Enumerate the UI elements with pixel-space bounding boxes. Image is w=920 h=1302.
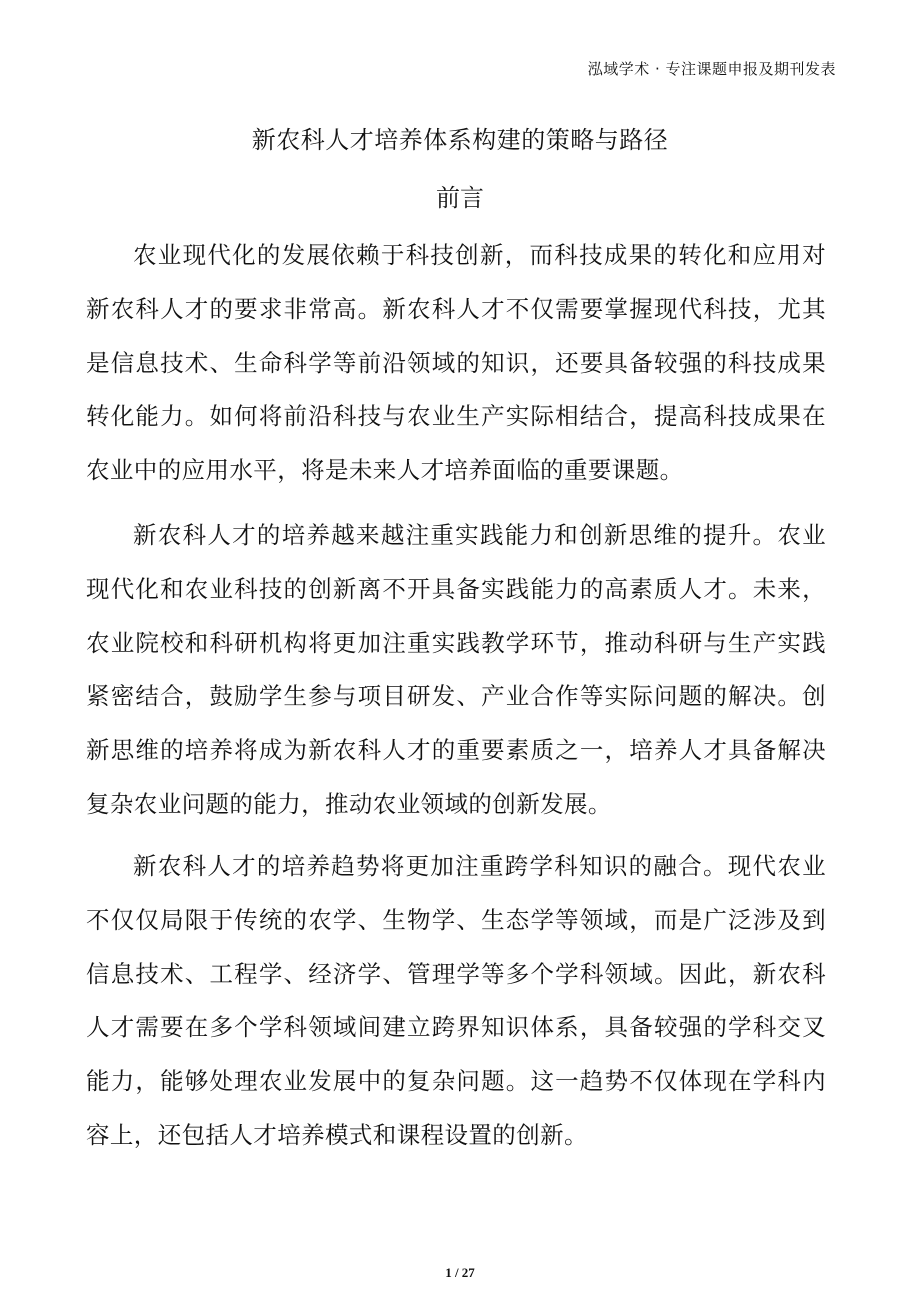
document-title: 新农科人才培养体系构建的策略与路径 — [251, 126, 669, 154]
body-paragraph-2: 新农科人才的培养越来越注重实践能力和创新思维的提升。农业现代化和农业科技的创新离不开具备实践能力的高素质人才。未来，农业院校和科研机构将更加注重实践教学环节，推动科研与生产实践紧密结合，鼓励学生参与项目研发、产业合作等实际问题的解决。创新思维的培养将成为新农科人才的重要素质之一，培养人才具备解决复杂农业问题的能力，推动农业领域的创新发展。 — [86, 521, 826, 818]
header-tagline: 泓域学术 · 专注课题申报及期刊发表 — [587, 60, 836, 78]
section-heading: 前言 — [436, 184, 484, 212]
body-paragraph-1: 农业现代化的发展依赖于科技创新，而科技成果的转化和应用对新农科人才的要求非常高。新农科人才不仅需要掌握现代科技，尤其是信息技术、生命科学等前沿领域的知识，还要具备较强的科技成果转化能力。如何将前沿科技与农业生产实际相结合，提高科技成果在农业中的应用水平，将是未来人才培养面临的重要课题。 — [86, 241, 826, 485]
body-paragraph-3: 新农科人才的培养趋势将更加注重跨学科知识的融合。现代农业不仅仅局限于传统的农学、生物学、生态学等领域，而是广泛涉及到信息技术、工程学、经济学、管理学等多个学科领域。因此，新农科人才需要在多个学科领域间建立跨界知识体系，具备较强的学科交叉能力，能够处理农业发展中的复杂问题。这一趋势不仅体现在学科内容上，还包括人才培养模式和课程设置的创新。 — [86, 852, 826, 1149]
page-number: 1 / 27 — [445, 1265, 475, 1280]
